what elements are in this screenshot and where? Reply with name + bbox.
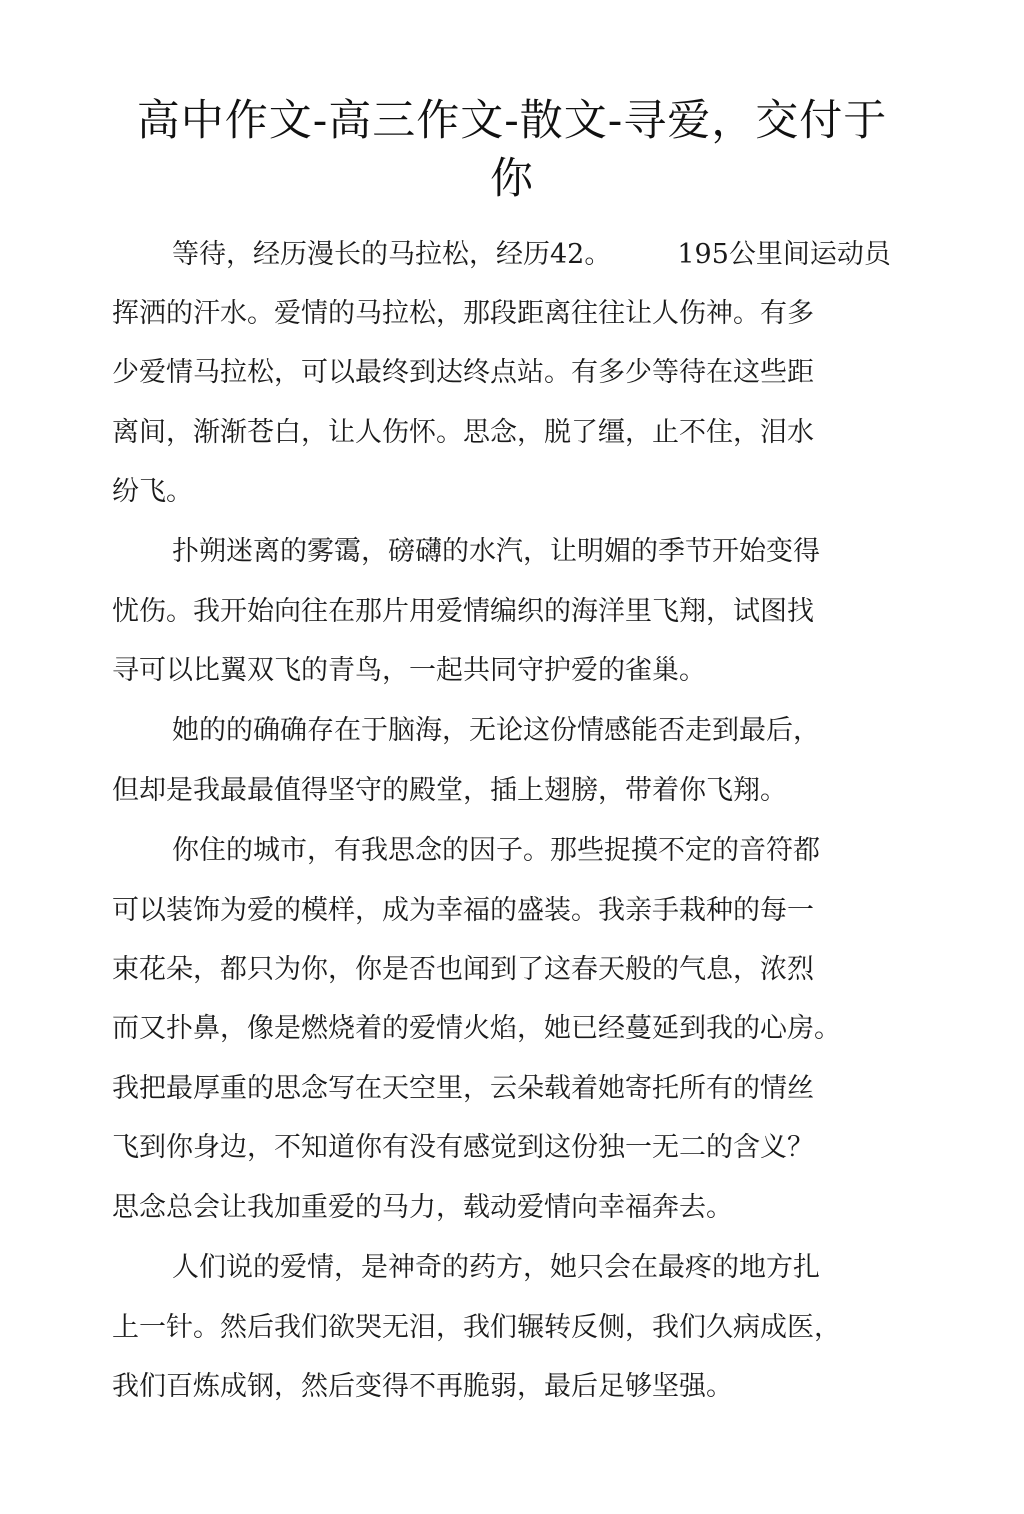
paragraph-1-line-2: 挥洒的汗水。爱情的马拉松，那段距离往往让人伤神。有多 [112,298,814,329]
paragraph-4-line-2: 可以装饰为爱的模样，成为幸福的盛装。我亲手栽种的每一 [112,895,814,926]
document-title [110,92,914,208]
paragraph-2-line-1: 扑朔迷离的雾霭，磅礴的水汽，让明媚的季节开始变得 [172,536,820,567]
paragraph-4-line-3: 束花朵，都只为你，你是否也闻到了这春天般的气息，浓烈 [112,954,814,985]
title-line-2: 你 [490,154,534,204]
paragraph-3-line-1: 她的的确确存在于脑海，无论这份情感能否走到最后， [172,715,820,746]
title-line-1: 高中作文-高三作文-散文-寻爱，交付于 [136,96,888,146]
paragraph-4-line-4: 而又扑鼻，像是燃烧着的爱情火焰，她已经蔓延到我的心房。 [112,1013,841,1044]
paragraph-5-line-3: 我们百炼成钢，然后变得不再脆弱，最后足够坚强。 [112,1371,733,1402]
paragraph-2-line-2: 忧伤。我开始向往在那片用爱情编织的海洋里飞翔，试图找 [112,596,814,627]
paragraph-1-line-1 [172,238,891,272]
paragraph-1-line-1-part-a: 等待，经历漫长的马拉松，经历42。 [172,239,612,270]
paragraph-4-line-7: 思念总会让我加重爱的马力，载动爱情向幸福奔去。 [112,1192,733,1223]
paragraph-1-line-4: 离间，渐渐苍白，让人伤怀。思念，脱了缰，止不住，泪水 [112,417,814,448]
paragraph-1-line-5: 纷飞。 [112,476,193,507]
paragraph-3-line-2: 但却是我最最值得坚守的殿堂，插上翅膀，带着你飞翔。 [112,775,787,806]
paragraph-1-line-1-part-b: 195公里间运动员 [677,239,891,270]
paragraph-5-line-2: 上一针。然后我们欲哭无泪，我们辗转反侧，我们久病成医， [112,1312,841,1343]
paragraph-4-line-1: 你住的城市，有我思念的因子。那些捉摸不定的音符都 [172,835,820,866]
paragraph-4-line-5: 我把最厚重的思念写在天空里，云朵载着她寄托所有的情丝 [112,1073,814,1104]
paragraph-1-line-3: 少爱情马拉松，可以最终到达终点站。有多少等待在这些距 [112,357,814,388]
paragraph-2-line-3: 寻可以比翼双飞的青鸟，一起共同守护爱的雀巢。 [112,655,706,686]
paragraph-4-line-6: 飞到你身边，不知道你有没有感觉到这份独一无二的含义？ [112,1132,814,1163]
paragraph-5-line-1: 人们说的爱情，是神奇的药方，她只会在最疼的地方扎 [172,1252,820,1283]
